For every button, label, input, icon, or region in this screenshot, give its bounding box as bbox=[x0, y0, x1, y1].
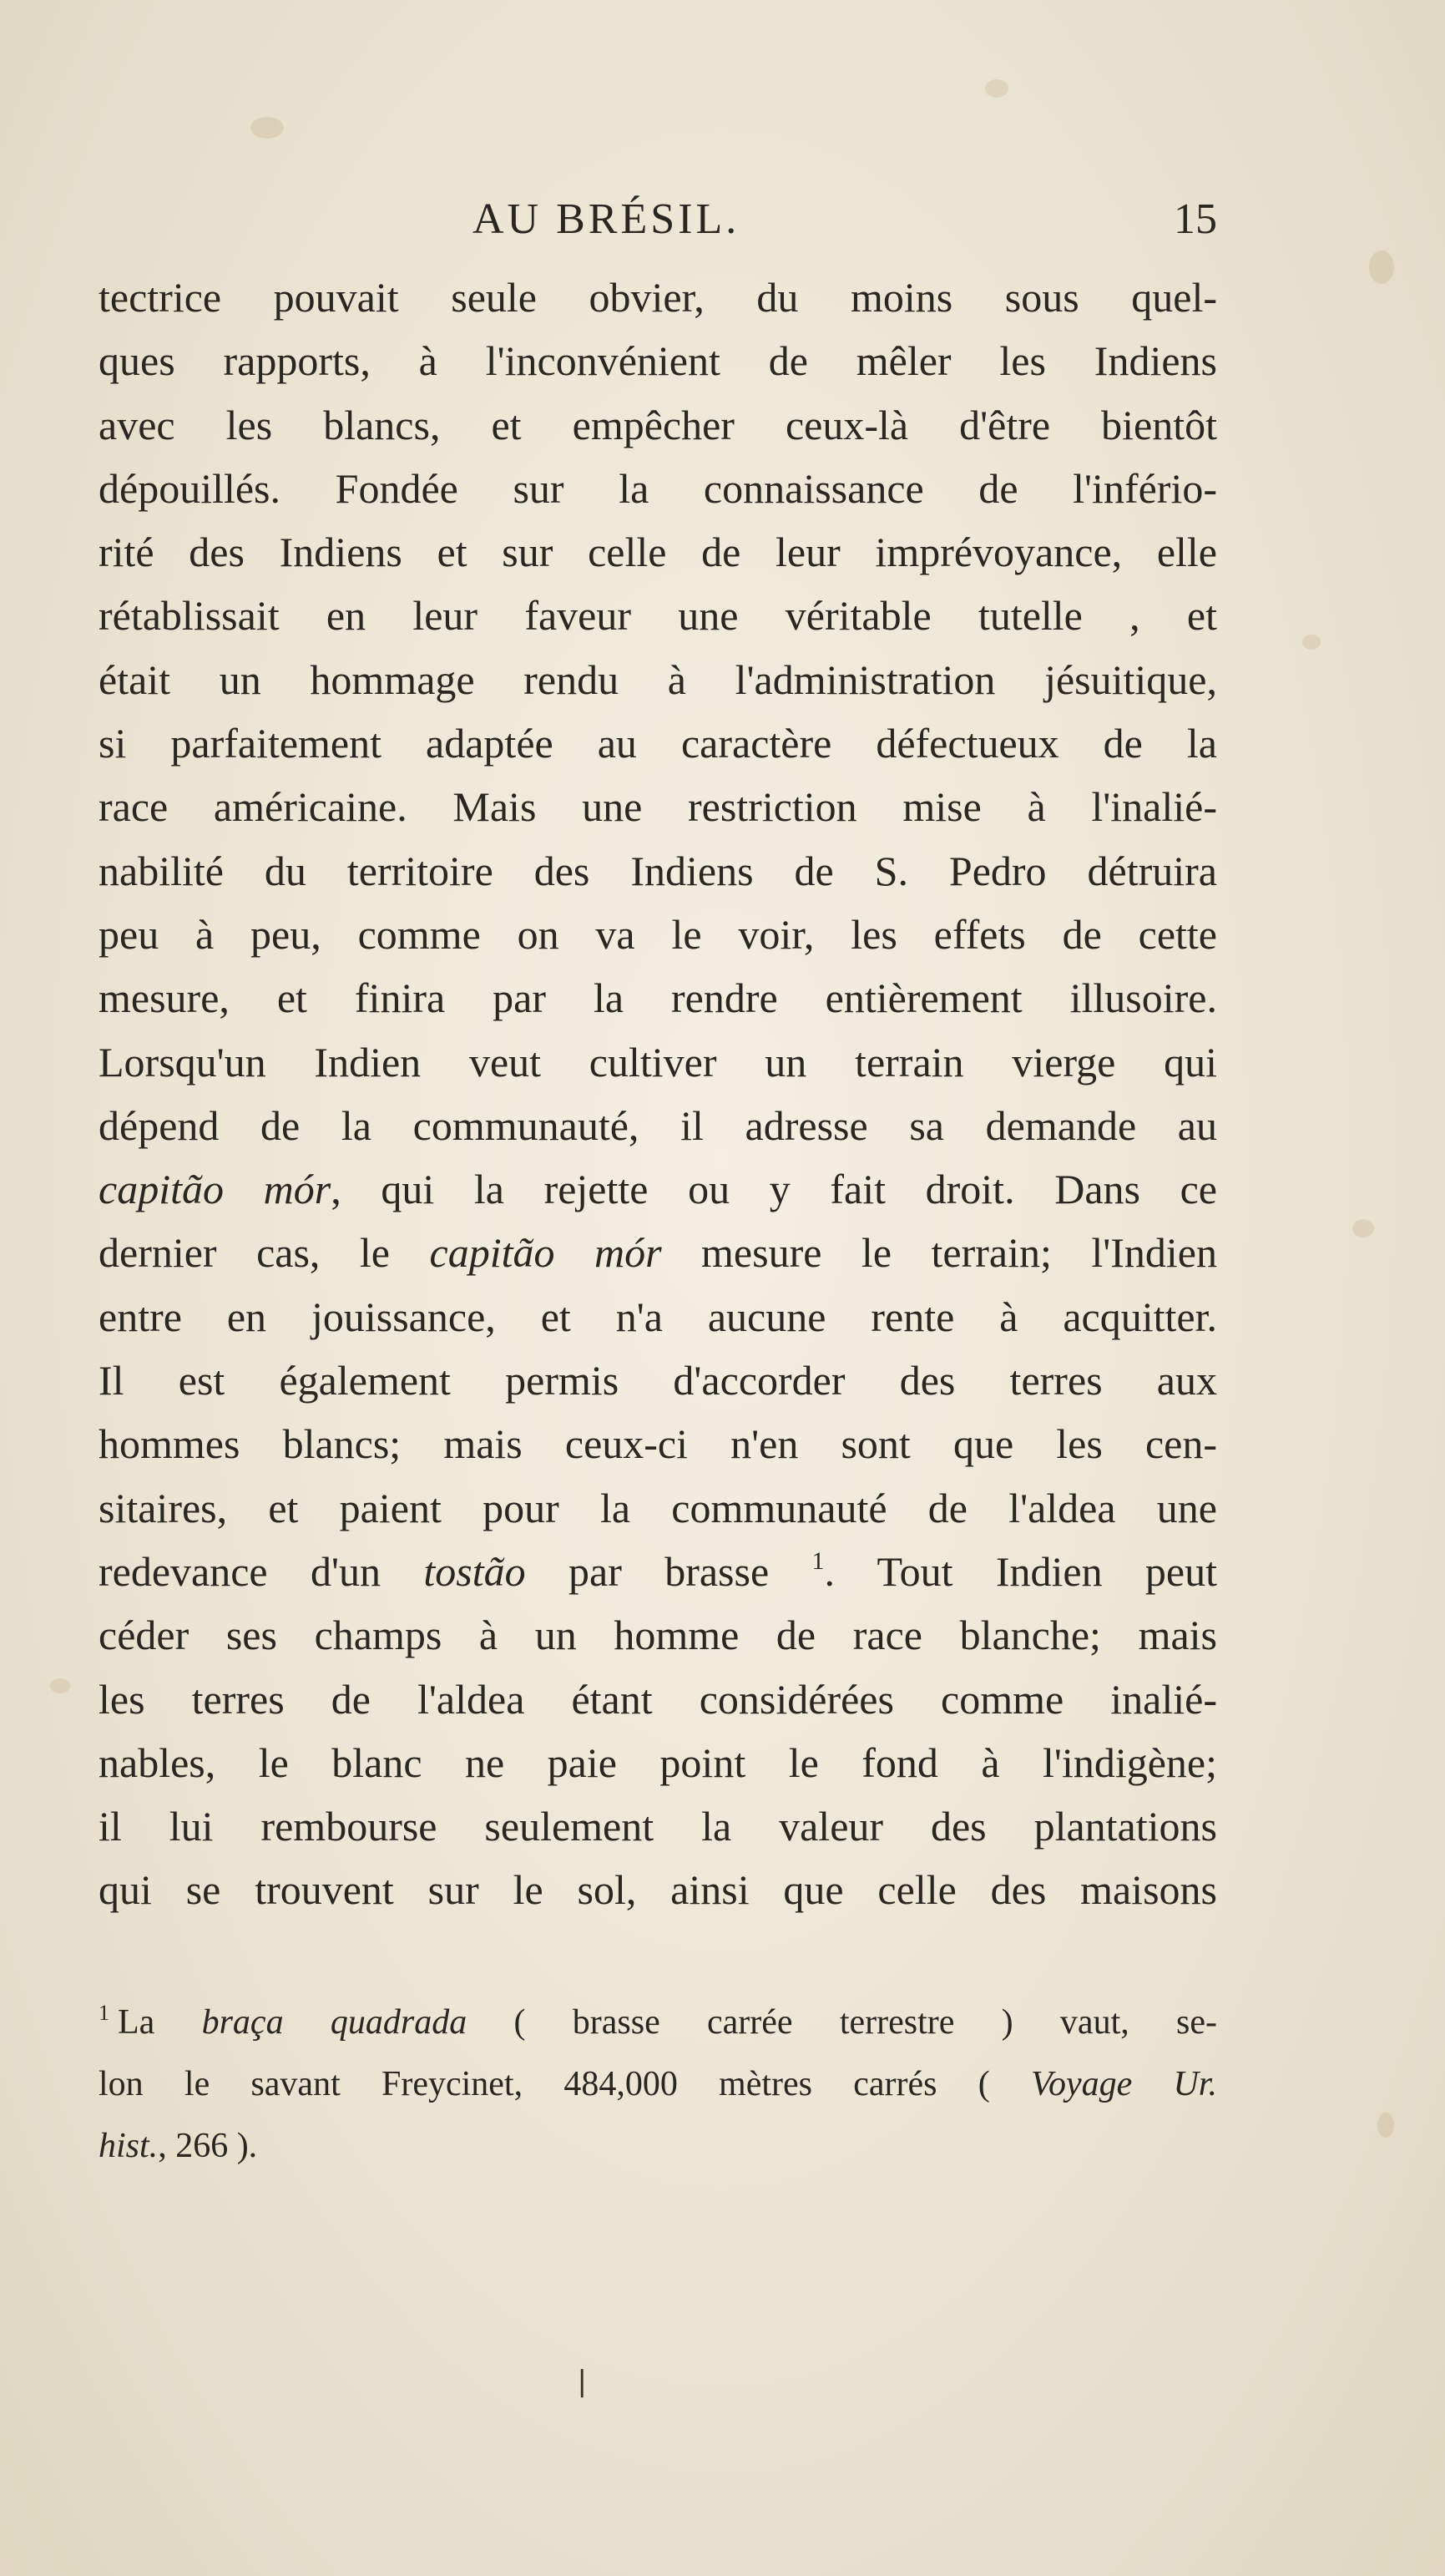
ornament-mark: ❘ bbox=[570, 2366, 594, 2397]
text-line bbox=[99, 1476, 1217, 1540]
text-segment: par brasse bbox=[525, 1547, 812, 1595]
text-segment: entre en jouissance, et n'a aucune rente à acquitter. bbox=[99, 1293, 1217, 1340]
text-segment: ques rapports, à l'inconvénient de mêler les Indiens bbox=[99, 337, 1217, 385]
text-line bbox=[99, 1221, 1217, 1284]
text-line bbox=[99, 1285, 1217, 1349]
text-segment: rité des Indiens et sur celle de leur imprévoyance, elle bbox=[99, 529, 1217, 576]
footnote-reference: 1 bbox=[811, 1546, 825, 1575]
text-segment: hommes blancs; mais ceux-ci n'en sont que les cen- bbox=[99, 1420, 1217, 1468]
foxing-spot bbox=[1377, 2113, 1394, 2138]
footnote-line bbox=[99, 1991, 1217, 2053]
body-text bbox=[99, 266, 1217, 1922]
text-segment: , 266 ). bbox=[158, 2127, 258, 2165]
text-segment: avec les blancs, et empêcher ceux-là d'être bientôt bbox=[99, 401, 1217, 448]
italic-text: capitão mór bbox=[99, 1166, 331, 1213]
page-number: 15 bbox=[1174, 195, 1217, 243]
text-segment: dépouillés. Fondée sur la connaissance de l'infério- bbox=[99, 464, 1217, 512]
text-segment: Il est également permis d'accorder des terres aux bbox=[99, 1357, 1217, 1404]
text-segment: Lorsqu'un Indien veut cultiver un terrain vierge qui bbox=[99, 1038, 1217, 1086]
text-segment: peu à peu, comme on va le voir, les effets de cette bbox=[99, 910, 1217, 958]
text-segment: redevance d'un bbox=[99, 1547, 424, 1595]
text-segment: il lui rembourse seulement la valeur des plantations bbox=[99, 1803, 1217, 1850]
foxing-spot bbox=[985, 79, 1008, 98]
footnote-line bbox=[99, 2053, 1217, 2115]
foxing-spot bbox=[250, 117, 284, 139]
text-line bbox=[99, 1540, 1217, 1603]
text-line bbox=[99, 1157, 1217, 1221]
text-line bbox=[99, 1349, 1217, 1412]
text-line bbox=[99, 711, 1217, 775]
text-segment: sitaires, et paient pour la communauté de l'aldea une bbox=[99, 1484, 1217, 1531]
page-header bbox=[99, 190, 1217, 249]
text-segment: lon le savant Freycinet, 484,000 mètres carrés ( bbox=[99, 2065, 1031, 2103]
italic-text: Voyage Ur. bbox=[1030, 2065, 1217, 2103]
text-segment: céder ses champs à un homme de race blanche; mais bbox=[99, 1612, 1217, 1659]
text-line bbox=[99, 775, 1217, 838]
text-line bbox=[99, 329, 1217, 392]
text-segment: nabilité du territoire des Indiens de S. Pedro détruira bbox=[99, 847, 1217, 894]
text-line bbox=[99, 266, 1217, 329]
text-segment: dernier cas, le bbox=[99, 1229, 430, 1277]
text-segment: ( brasse carrée terrestre ) vaut, se- bbox=[467, 2003, 1217, 2042]
text-line bbox=[99, 457, 1217, 520]
text-line bbox=[99, 1794, 1217, 1858]
italic-text: tostão bbox=[423, 1547, 526, 1595]
foxing-spot bbox=[1369, 251, 1394, 284]
text-line bbox=[99, 903, 1217, 966]
footnote-marker: 1 bbox=[99, 2001, 109, 2025]
text-segment: . Tout Indien peut bbox=[824, 1547, 1218, 1595]
footnote-line bbox=[99, 2115, 1217, 2177]
text-segment: dépend de la communauté, il adresse sa demande au bbox=[99, 1101, 1217, 1149]
italic-text: hist. bbox=[99, 2127, 159, 2165]
text-line bbox=[99, 966, 1217, 1030]
text-line bbox=[99, 1603, 1217, 1667]
text-segment: nables, le blanc ne paie point le fond à l'indigène; bbox=[99, 1738, 1217, 1786]
text-segment: tectrice pouvait seule obvier, du moins sous quel- bbox=[99, 274, 1217, 321]
italic-text: braça quadrada bbox=[201, 2003, 467, 2042]
running-head: AU BRÉSIL. bbox=[472, 195, 740, 243]
footnote-line bbox=[99, 1858, 1217, 1921]
text-line bbox=[99, 520, 1217, 584]
foxing-spot bbox=[1352, 1219, 1374, 1237]
text-segment: rétablissait en leur faveur une véritable tutelle , et bbox=[99, 592, 1217, 640]
text-segment: race américaine. Mais une restriction mise à l'inalié- bbox=[99, 783, 1217, 831]
text-line bbox=[99, 839, 1217, 903]
text-segment: mesure, et finira par la rendre entièrement illusoire. bbox=[99, 974, 1217, 1022]
text-line bbox=[99, 1030, 1217, 1094]
text-segment: les terres de l'aldea étant considérées comme inalié- bbox=[99, 1675, 1217, 1723]
text-segment: La bbox=[118, 2003, 202, 2042]
text-line bbox=[99, 1094, 1217, 1157]
text-line bbox=[99, 1412, 1217, 1475]
text-segment: , qui la rejette ou y fait droit. Dans ce bbox=[331, 1166, 1217, 1213]
footnote-text bbox=[99, 1991, 1217, 2177]
text-segment: qui se trouvent sur le sol, ainsi que celle des maisons bbox=[99, 1866, 1217, 1914]
text-line bbox=[99, 1668, 1217, 1731]
text-line bbox=[99, 648, 1217, 711]
text-segment: si parfaitement adaptée au caractère défectueux de la bbox=[99, 720, 1217, 767]
italic-text: capitão mór bbox=[429, 1229, 662, 1277]
text-line bbox=[99, 1731, 1217, 1794]
text-line bbox=[99, 393, 1217, 457]
text-segment: était un hommage rendu à l'administration jésuitique, bbox=[99, 655, 1217, 703]
text-segment: mesure le terrain; l'Indien bbox=[661, 1229, 1217, 1277]
footnote bbox=[99, 1991, 1217, 2177]
text-line bbox=[99, 584, 1217, 647]
foxing-spot bbox=[50, 1678, 70, 1693]
foxing-spot bbox=[1302, 635, 1321, 650]
